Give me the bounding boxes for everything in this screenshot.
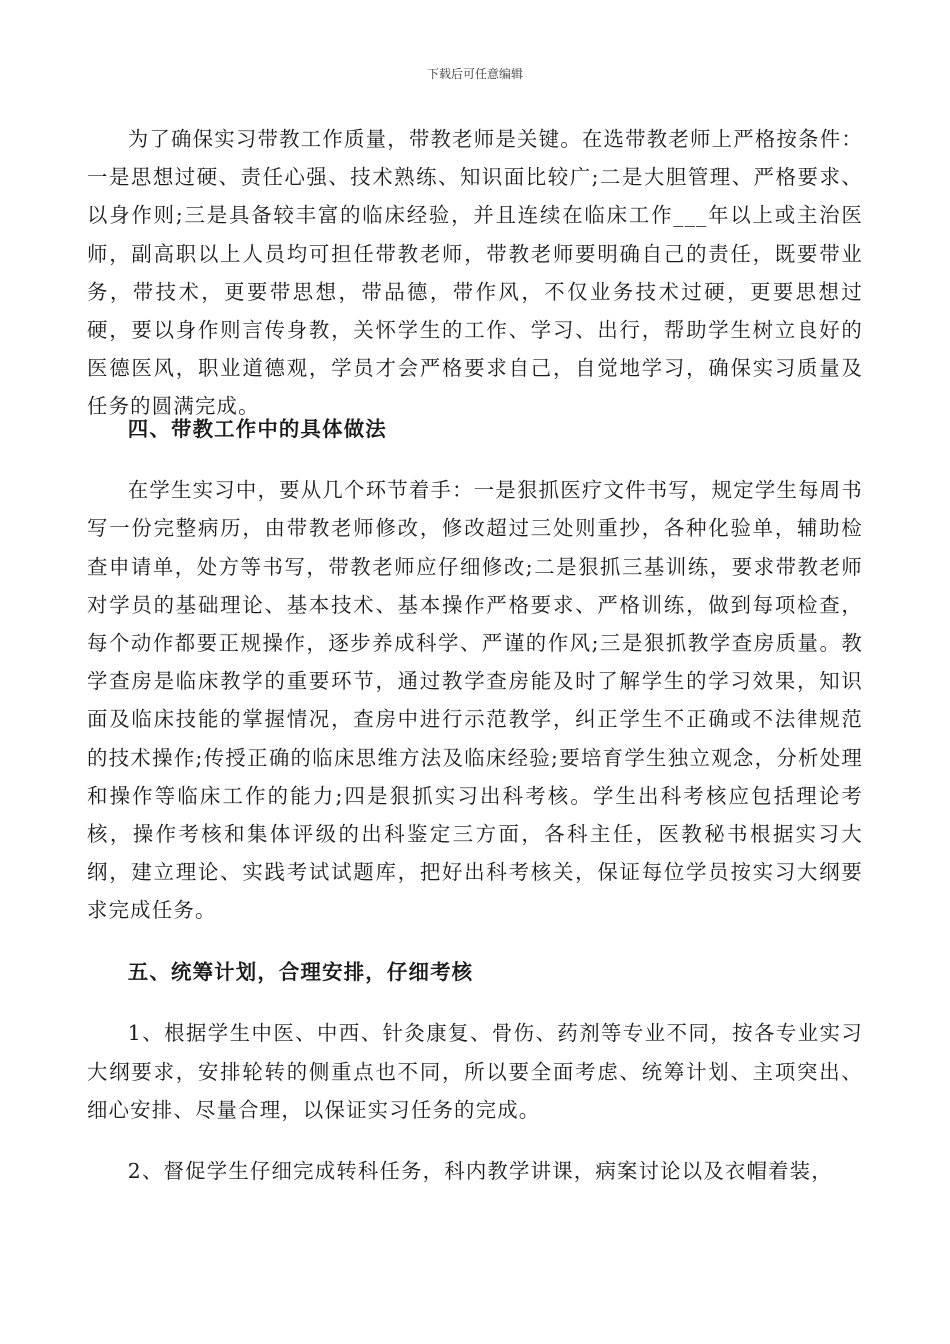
paragraph-item-1: 1、根据学生中医、中西、针灸康复、骨伤、药剂等专业不同，按各专业实习大纲要求，安排轮转的侧重点也不同，所以要全面考虑、统筹计划、主项突出、细心安排、尽量合理，以保证实习任务的完成。 [87,1021,863,1122]
section-heading-5: 五、统筹计划，合理安排，仔细考核 [127,960,474,985]
paragraph-teaching-methods: 在学生实习中，要从几个环节着手：一是狠抓医疗文件书写，规定学生每周书写一份完整病历，由带教老师修改，修改超过三处则重抄，各种化验单，辅助检查申请单，处方等书写，带教老师应仔细修改;二是狠抓三基训练，要求带教老师对学员的基础理论、基本技术、基本操作严格要求、严格训练，做到每项检查，每个动作都要正规操作，逐步养成科学、严谨的作风;三是狠抓教学查房质量。教学查房是临床教学的重要环节，通过教学查房能及时了解学生的学习效果，知识面及临床技能的掌握情况，查房中进行示范教学，纠正学生不正确或不法律规范的技术操作;传授正确的临床思维方法及临床经验;要培育学生独立观念，分析处理和操作等临床工作的能力;四是狠抓实习出科考核。学生出科考核应包括理论考核，操作考核和集体评级的出科鉴定三方面，各科主任，医教秘书根据实习大纲，建立理论、实践考试试题库，把好出科考核关，保证每位学员按实习大纲要求完成任务。 [87,478,863,923]
page-header-note: 下载后可任意编辑 [426,67,523,81]
paragraph-teacher-selection: 为了确保实习带教工作质量，带教老师是关键。在选带教老师上严格按条件：一是思想过硬、责任心强、技术熟练、知识面比较广;二是大胆管理、严格要求、以身作则;三是具备较丰富的临床经验，并且连续在临床工作___年以上或主治医师，副高职以上人员均可担任带教老师，带教老师要明确自己的责任，既要带业务，带技术，更要带思想，带品德，带作风，不仅业务技术过硬，更要思想过硬，要以身作则言传身教，关怀学生的工作、学习、出行，帮助学生树立良好的医德医风，职业道德观，学员才会严格要求自己，自觉地学习，确保实习质量及任务的圆满完成。 [87,127,863,419]
section-heading-4: 四、带教工作中的具体做法 [127,417,387,441]
paragraph-item-2: 2、督促学生仔细完成转科任务，科内教学讲课，病案讨论以及衣帽着装， [127,1159,833,1184]
document-body [87,120,863,1192]
